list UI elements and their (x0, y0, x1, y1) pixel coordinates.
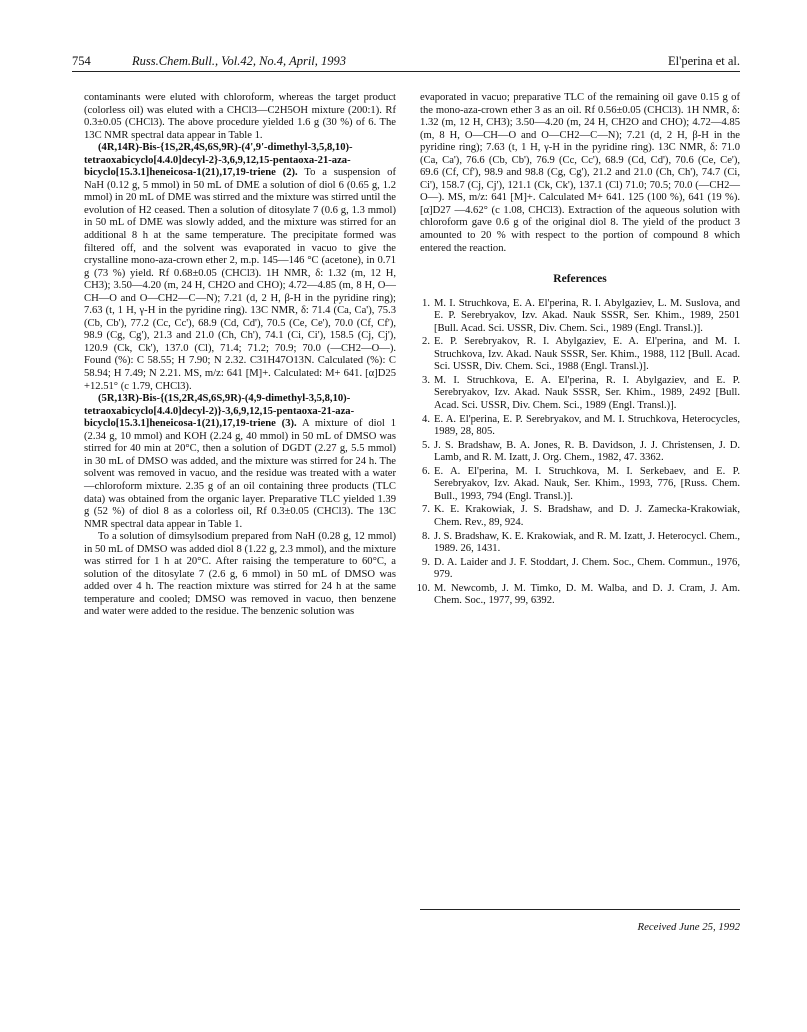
left-column (84, 92, 396, 619)
reference-number: 4. (422, 413, 430, 425)
reference-item (420, 336, 740, 374)
reference-number: 8. (422, 530, 430, 542)
reference-number: 2. (422, 336, 430, 348)
reference-item (420, 440, 740, 465)
paragraph: To a solution of dimsylsodium prepared from NaH (0.28 g, 12 mmol) in 50 mL of DMSO was added diol 8 (1.22 g, 2.3 mmol), and the mixture was stirred for 1 h at 20°C. After raising the temperature to 60°C, a solution of the ditosylate 7 (2.6 g, 6 mmol) in 50 mL of DMSO was added over 4 h. The reaction mixture was stirred for 24 h at the same temperature and cooled; DMSO was removed in vacuo, then benzene and water were added to the residue. The benzenic solution was (84, 531, 396, 618)
reference-item (420, 375, 740, 413)
reference-item (416, 582, 740, 608)
reference-text: M. Newcomb, J. M. Timko, D. M. Walba, and D. J. Cram, J. Am. Chem. Soc., 1977, 99, 6392. (434, 582, 740, 607)
received-footer (420, 909, 740, 939)
reference-item (420, 298, 740, 336)
reference-item (420, 531, 740, 556)
reference-text: E. A. El'perina, M. I. Struchkova, M. I. Serkebaev, and E. P. Serebryakov, Izv. Akad. Nauk, Ser. Khim., 1993, 776, [Russ. Chem. Bull., 1993, 794 (Engl. Transl.)]. (434, 465, 740, 502)
reference-number: 10. (416, 582, 430, 594)
paragraph: evaporated in vacuo; preparative TLC of the remaining oil gave 0.15 g of the mono-aza-crown ether 3 as an oil. Rf 0.56±0.05 (CHCl3). 1H NMR, δ: 1.32 (m, 12 H, CH3); 3.50—4.20 (m, 24 H, CH2O and CHO); 4.72—4.85 (m, 8 H, O—CH—O and O—CH2—C—N); 7.21 (d, 2 H, β-H in the pyridine ring); 7.63 (t, 1 H, γ-H in the pyridine ring). 13C NMR, δ: 71.0 (Ca, Ca'), 76.6 (Cb, Cb'), 76.9 (Cc, Cc'), 68.9 (Cd, Cd'), 70.6 (Ce, Ce'), 69.6 (Cf, Cf'), 98.9 and 98.8 (Cg, Cg'), 21.2 and 21.0 (Ch, Ch'), 74.7 (Ci, Ci'), 158.7 (Cj, Cj'), 121.1 (Ck, Ck'), 137.1 (Cl) 71.0; 70.5; 70.0 (—CH2—O—). MS, m/z: 641 [M]+. Calculated M+ 641. 125 (100 %), 641 (19 %). [α]D27 —4.62° (c 1.08, CHCl3). Extraction of the aqueous solution with chloroform gave 0.6 g of the original diol 8. The yield of the product 3 amounted to 20 % with respect to the portion of compound 8 which entered the reaction. (420, 92, 740, 254)
running-authors: El'perina et al. (667, 54, 740, 68)
received-date: Received June 25, 1992 (637, 921, 740, 933)
reference-item (420, 504, 740, 529)
paragraph: contaminants were eluted with chloroform, whereas the target product (colorless oil) was eluted with a CHCl3—C2H5OH mixture (200:1). Rf 0.3±0.05 (CHCl3). The above procedure yielded 1.6 g (30 %) of 6. The 13C NMR spectral data appear in Table 1. (84, 92, 396, 141)
reference-item (420, 557, 740, 582)
reference-text: J. S. Bradshaw, B. A. Jones, R. B. Davidson, J. J. Christensen, J. D. Lamb, and R. M. Izatt, J. Org. Chem., 1982, 47. 3362. (434, 439, 740, 464)
reference-text: M. I. Struchkova, E. A. El'perina, R. I. Abylgaziev, and E. P. Serebryakov, Izv. Akad. Nauk SSSR, Ser. Khim., 1989, 2492 [Bull. Acad. Sci. USSR, Div. Chem. Sci., 1989 (Engl. Transl.)]. (434, 374, 740, 412)
paragraph-body: A mixture of diol 1 (2.34 g, 10 mmol) and KOH (2.24 g, 40 mmol) in 50 mL of DMSO was stirred for 40 min at 20°C, then a solution of DGDT (2.27 g, 5.5 mmol) in 30 mL of DMSO was added, and the mixture was stirred for 24 h. The solvent was removed in vacuo, and the residue was treated with a water—chloroform mixture. 2.35 g of an oil containing three products (TLC data) was obtained from the organic layer. Preparative TLC yielded 1.39 g (52 %) of diol 8 as a colorless oil, Rf 0.3±0.05 (CHCl3). The 13C NMR spectral data appear in Table 1. (84, 418, 396, 530)
references-heading: References (553, 273, 607, 286)
reference-text: M. I. Struchkova, E. A. El'perina, R. I. Abylgaziev, L. M. Suslova, and E. P. Serebryakov, Izv. Akad. Nauk SSSR, Ser. Khim., 1989, 2501 [Bull. Acad. Sci. USSR, Div. Chem. Sci., 1989 (Engl. Transl.)]. (434, 297, 740, 334)
reference-item (420, 466, 740, 504)
compound-title: (5R,13R)-Bis-{(1S,2R,4S,6S,9R)-(4,9-dimethyl-3,5,8,10)-tetraoxabicyclo[4.4.0]decyl-2)}-3,6,9,12,15-pentaoxa-21-aza-bicyclo[15.3.1]heneicosa-1(21),17,19-triene (3). (84, 393, 355, 430)
reference-text: K. E. Krakowiak, J. S. Bradshaw, and D. J. Zamecka-Krakowiak, Chem. Rev., 89, 924. (434, 504, 740, 528)
reference-number: 3. (422, 374, 430, 386)
reference-number: 9. (422, 556, 430, 568)
reference-text: E. A. El'perina, E. P. Serebryakov, and M. I. Struchkova, Heterocycles, 1989, 28, 805. (434, 413, 740, 438)
header-rule (72, 71, 740, 72)
running-header (72, 52, 740, 72)
reference-number: 7. (422, 504, 430, 516)
compound-title: (4R,14R)-Bis-{1S,2R,4S,6S,9R)-(4',9'-dimethyl-3,5,8,10)-tetraoxabicyclo[4.4.0]decyl-2}-3,6,9,12,15-pentaoxa-21-aza-bicyclo[15.3.1]heneicosa-1(21),17,19-triene (2). (84, 142, 353, 179)
reference-number: 6. (422, 465, 430, 477)
page-number: 754 (72, 54, 91, 68)
reference-text: J. S. Bradshaw, K. E. Krakowiak, and R. M. Izatt, J. Heterocycl. Chem., 1989. 26, 1431. (434, 530, 740, 555)
reference-item (420, 414, 740, 439)
paragraph (84, 393, 396, 531)
journal-citation: Russ.Chem.Bull., Vol.42, No.4, April, 1993 (132, 54, 347, 68)
reference-number: 5. (422, 439, 430, 451)
paragraph-body: To a suspension of NaH (0.12 g, 5 mmol) in 50 mL of DME a solution of diol 6 (0.65 g, 1.2 mmol) in 20 mL of DME was stirred and the mixture was stirred until the evolution of H2 ceased. Then a solution of ditosylate 7 (0.6 g, 1.3 mmol) in 50 mL of DME was slowly added, and the mixture was stirred for an additional 8 h at the same temperature. The precipitate formed was filtered off, and the solvent was evaporated in vacuo to give the crystalline mono-aza-crown ether 2, m.p. 145—146 °C (acetone), in 0.71 g (73 %) yield. Rf 0.68±0.05 (CHCl3). 1H NMR, δ: 1.32 (m, 12 H, CH3); 3.50—4.20 (m, 24 H, CH2O and CHO); 4.72—4.85 (m, 8 H, O—CH—O and O—CH2—C—N); 7.21 (d, 2 H, β-H in the pyridine ring); 7.63 (t, 1 H, γ-H in the pyridine ring). 13C NMR, δ: 71.4 (Ca, Ca'), 75.3 (Cb, Cb'), 77.2 (Cc, Cc'), 68.9 (Cd, Cd'), 70.5 (Ce, Ce'), 70.0 (Cf, Cf'), 98.9 (Cg, Cg'), 21.3 and 21.0 (Ch, Ch'), 74.1 (Ci, Ci'), 158.5 (Cj, Cj'), 120.9 (Ck, Ck'), 137.0 (Cl), 71.4; 71.2; 70.9; 70.0 (—CH2—O—). Found (%): C 58.55; H 7.90; N 2.32. C31H47O13N. Calculated (%): C 58.94; H 7.49; N 2.21. MS, m/z: 641 [M]+. Calculated: M+ 641. [α]D25 +12.51° (c 1.79, CHCl3). (84, 167, 396, 392)
references-list (416, 297, 740, 608)
paragraph (84, 142, 396, 393)
footer-rule (420, 909, 740, 910)
right-column (416, 92, 740, 609)
reference-number: 1. (422, 297, 430, 309)
reference-text: E. P. Serebryakov, R. I. Abylgaziev, E. A. El'perina, and M. I. Struchkova, Izv. Akad. Nauk SSSR, Ser. Khim., 1988, 112 [Bull. Acad. Sci. USSR, Div. Chem. Sci., 1988 (Engl. Transl.)]. (434, 336, 740, 373)
reference-text: D. A. Laider and J. F. Stoddart, J. Chem. Soc., Chem. Commun., 1976, 979. (434, 556, 740, 581)
